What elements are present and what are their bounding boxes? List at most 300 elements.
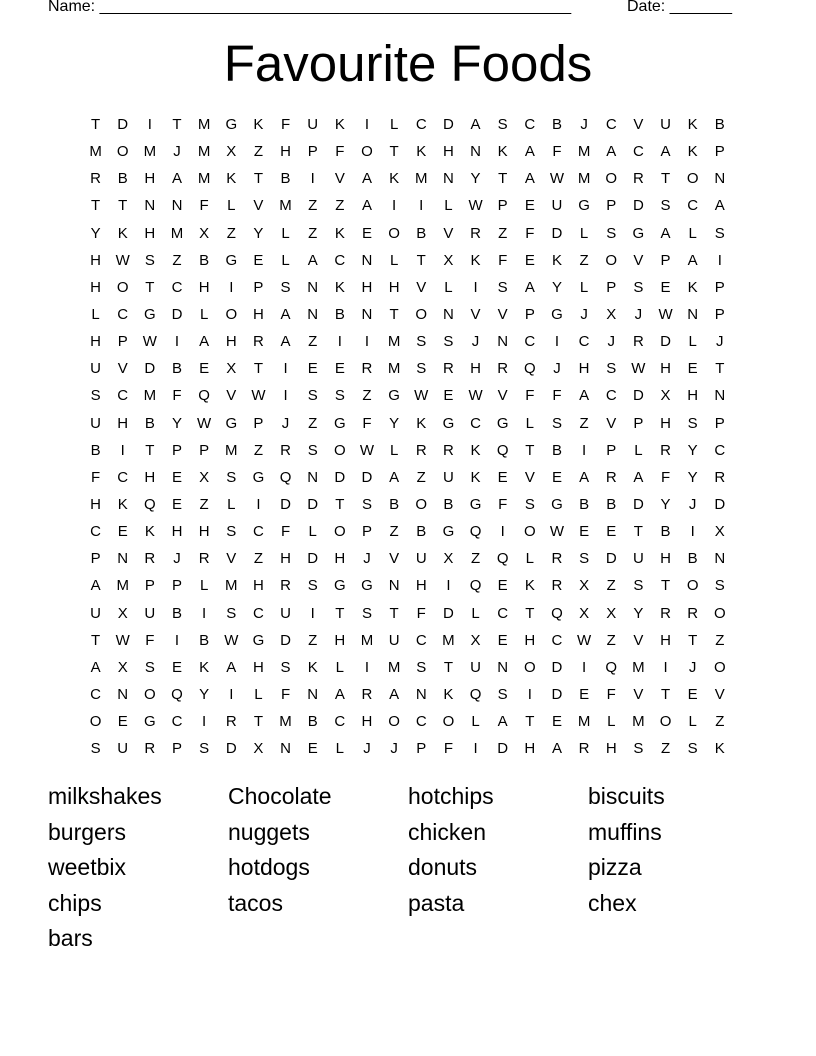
grid-letter: T: [90, 197, 101, 215]
grid-letter: S: [226, 523, 237, 541]
grid-letter: P: [606, 197, 617, 215]
grid-letter: I: [392, 197, 397, 215]
grid-letter: S: [633, 577, 644, 595]
grid-letter: H: [144, 224, 156, 242]
grid-letter: K: [416, 143, 427, 161]
grid-letter: E: [361, 224, 372, 242]
grid-letter: Z: [579, 414, 589, 432]
grid-letter: A: [361, 170, 372, 188]
grid-letter: T: [633, 523, 643, 541]
grid-letter: U: [388, 631, 400, 649]
grid-letter: H: [334, 631, 346, 649]
grid-letter: R: [280, 441, 291, 459]
grid-letter: N: [144, 197, 156, 215]
grid-letter: I: [283, 360, 288, 378]
grid-letter: L: [525, 414, 534, 432]
grid-letter: Y: [633, 604, 644, 622]
grid-row: [82, 735, 734, 762]
grid-letter: M: [279, 197, 292, 215]
grid-letter: J: [281, 414, 290, 432]
grid-letter: S: [280, 658, 291, 676]
grid-letter: M: [577, 170, 591, 188]
grid-letter: L: [525, 550, 534, 568]
grid-letter: S: [524, 495, 535, 513]
word-list-item: muffins: [588, 818, 662, 845]
grid-letter: I: [337, 333, 342, 351]
grid-letter: A: [470, 116, 481, 133]
grid-letter: T: [660, 577, 671, 595]
grid-letter: K: [199, 658, 210, 676]
grid-letter: S: [606, 224, 617, 242]
grid-letter: I: [582, 441, 587, 459]
grid-letter: O: [442, 713, 455, 731]
grid-letter: S: [497, 685, 508, 703]
grid-letter: T: [688, 631, 698, 649]
grid-letter: S: [579, 550, 590, 568]
grid-letter: G: [144, 305, 156, 323]
word-list-item: pizza: [588, 854, 642, 880]
grid-letter: V: [633, 116, 644, 133]
grid-letter: N: [497, 333, 509, 351]
grid-letter: P: [307, 143, 318, 161]
grid-letter: S: [361, 495, 372, 513]
grid-letter: Z: [226, 224, 236, 242]
grid-letter: G: [334, 577, 346, 595]
grid-letter: R: [90, 170, 101, 188]
grid-letter: D: [632, 387, 644, 405]
grid-letter: F: [172, 387, 182, 405]
grid-letter: P: [117, 333, 128, 351]
grid-letter: F: [525, 224, 535, 242]
grid-letter: I: [310, 604, 315, 622]
grid-letter: Z: [253, 143, 263, 161]
grid-letter: K: [334, 116, 345, 133]
grid-letter: I: [554, 333, 560, 351]
grid-letter: G: [551, 305, 563, 323]
grid-letter: K: [443, 685, 454, 703]
grid-letter: E: [551, 468, 562, 486]
grid-letter: C: [90, 685, 101, 703]
grid-letter: T: [335, 495, 345, 513]
grid-letter: S: [307, 577, 318, 595]
grid-letter: T: [525, 713, 535, 731]
grid-letter: H: [171, 523, 183, 541]
grid-letter: A: [714, 197, 725, 215]
grid-letter: S: [334, 387, 345, 405]
grid-letter: R: [361, 360, 373, 378]
grid-row: [82, 437, 734, 464]
grid-letter: Y: [687, 468, 698, 486]
grid-letter: T: [253, 360, 263, 378]
grid-letter: S: [416, 333, 427, 351]
grid-letter: H: [660, 631, 671, 649]
grid-letter: C: [117, 387, 129, 405]
grid-letter: P: [253, 414, 264, 432]
grid-letter: Z: [606, 631, 616, 649]
grid-letter: O: [116, 143, 129, 161]
grid-letter: J: [580, 116, 588, 133]
grid-letter: P: [171, 441, 182, 459]
word-list-item: chex: [588, 889, 637, 916]
grid-letter: L: [579, 278, 589, 296]
grid-letter: X: [714, 523, 725, 541]
grid-letter: O: [388, 713, 400, 731]
grid-letter: I: [174, 333, 180, 351]
grid-letter: R: [660, 604, 671, 622]
grid-letter: S: [687, 740, 698, 758]
grid-letter: S: [416, 360, 427, 378]
grid-letter: E: [524, 197, 535, 215]
grid-letter: X: [606, 305, 617, 323]
word-list-item: burgers: [48, 818, 126, 845]
grid-letter: H: [198, 523, 210, 541]
grid-letter: O: [388, 224, 400, 242]
grid-letter: B: [307, 713, 318, 731]
grid-letter: D: [334, 468, 346, 486]
grid-letter: Y: [470, 170, 481, 188]
grid-letter: E: [171, 495, 182, 513]
grid-letter: V: [226, 550, 237, 568]
grid-letter: A: [633, 468, 644, 486]
grid-letter: C: [551, 631, 563, 649]
grid-letter: A: [280, 333, 291, 351]
grid-letter: B: [199, 251, 210, 269]
grid-letter: C: [252, 523, 264, 541]
grid-letter: V: [334, 170, 345, 188]
grid-letter: A: [524, 278, 535, 296]
grid-letter: N: [497, 658, 509, 676]
grid-letter: H: [144, 468, 156, 486]
grid-letter: G: [334, 414, 346, 432]
grid-letter: W: [359, 441, 375, 459]
grid-letter: R: [470, 224, 481, 242]
grid-letter: K: [117, 495, 128, 513]
grid-letter: Y: [389, 414, 400, 432]
grid-letter: P: [90, 550, 101, 568]
grid-letter: A: [579, 387, 590, 405]
grid-letter: N: [307, 278, 319, 296]
grid-letter: C: [714, 441, 726, 459]
grid-letter: Y: [687, 441, 698, 459]
grid-letter: M: [577, 143, 591, 161]
grid-row: [82, 708, 734, 735]
grid-letter: I: [147, 116, 152, 133]
grid-letter: Q: [469, 523, 482, 541]
word-list-item: nuggets: [228, 818, 310, 845]
grid-letter: I: [419, 197, 424, 215]
grid-letter: L: [308, 523, 317, 541]
grid-letter: I: [500, 523, 505, 541]
grid-letter: H: [578, 360, 590, 378]
grid-letter: U: [90, 360, 101, 378]
grid-letter: X: [660, 387, 671, 405]
grid-letter: X: [199, 224, 210, 242]
grid-letter: A: [660, 143, 671, 161]
grid-letter: L: [389, 441, 399, 459]
grid-letter: C: [524, 116, 536, 133]
grid-letter: D: [497, 740, 509, 758]
grid-letter: W: [658, 305, 673, 323]
grid-letter: N: [714, 550, 726, 568]
grid-letter: D: [280, 631, 291, 649]
grid-letter: R: [660, 441, 671, 459]
grid-letter: D: [605, 550, 617, 568]
grid-letter: G: [225, 251, 238, 269]
grid-letter: S: [361, 604, 372, 622]
grid-letter: F: [199, 197, 209, 215]
grid-letter: E: [687, 360, 698, 378]
grid-letter: U: [117, 740, 129, 758]
grid-letter: H: [198, 278, 210, 296]
grid-letter: S: [633, 740, 644, 758]
grid-row: [82, 355, 734, 382]
grid-letter: A: [307, 251, 318, 269]
word-list-item: hotchips: [408, 783, 494, 809]
grid-letter: V: [606, 414, 617, 432]
grid-letter: T: [90, 116, 101, 133]
grid-row: [82, 274, 734, 301]
grid-letter: R: [605, 468, 617, 486]
grid-letter: J: [634, 305, 643, 323]
grid-letter: C: [605, 116, 617, 133]
grid-letter: T: [118, 197, 128, 215]
grid-letter: V: [253, 197, 264, 215]
grid-letter: G: [225, 116, 238, 133]
grid-letter: H: [605, 740, 617, 758]
grid-letter: M: [632, 713, 645, 731]
grid-letter: S: [144, 658, 155, 676]
grid-letter: H: [442, 143, 454, 161]
grid-letter: H: [334, 550, 346, 568]
grid-letter: F: [525, 387, 535, 405]
word-list-item: biscuits: [588, 783, 665, 809]
grid-letter: R: [225, 713, 237, 731]
grid-letter: I: [717, 251, 722, 269]
grid-letter: Z: [308, 197, 318, 215]
grid-letter: U: [90, 414, 101, 432]
grid-letter: C: [334, 251, 346, 269]
grid-letter: Q: [605, 658, 618, 676]
grid-letter: E: [334, 360, 345, 378]
grid-letter: Q: [496, 550, 509, 568]
page-title: Favourite Foods: [223, 35, 593, 92]
grid-letter: I: [256, 495, 261, 513]
grid-letter: S: [687, 414, 698, 432]
grid-letter: S: [226, 468, 237, 486]
grid-letter: W: [251, 387, 266, 405]
grid-letter: V: [633, 685, 644, 703]
grid-letter: B: [171, 360, 182, 378]
grid-letter: K: [524, 577, 535, 595]
grid-letter: R: [551, 550, 563, 568]
grid-letter: U: [144, 604, 156, 622]
grid-letter: O: [713, 604, 726, 622]
grid-letter: H: [687, 387, 699, 405]
grid-letter: T: [715, 360, 725, 378]
grid-letter: B: [606, 495, 617, 513]
grid-letter: K: [334, 224, 345, 242]
grid-letter: G: [442, 414, 455, 432]
grid-letter: C: [632, 143, 644, 161]
grid-letter: G: [496, 414, 509, 432]
grid-letter: P: [253, 278, 264, 296]
grid-letter: K: [334, 278, 345, 296]
grid-row: [82, 600, 734, 627]
grid-letter: N: [307, 468, 319, 486]
grid-letter: N: [280, 740, 291, 758]
grid-letter: A: [497, 713, 508, 731]
grid-letter: K: [226, 170, 237, 188]
grid-letter: G: [388, 387, 400, 405]
grid-letter: Y: [253, 224, 264, 242]
grid-letter: Z: [715, 713, 725, 731]
grid-letter: P: [714, 278, 725, 296]
grid-letter: K: [416, 414, 427, 432]
grid-letter: Q: [144, 495, 156, 513]
grid-letter: C: [470, 414, 481, 432]
grid-letter: T: [416, 251, 426, 269]
grid-letter: K: [714, 740, 725, 758]
grid-letter: O: [523, 658, 536, 676]
grid-letter: S: [497, 278, 508, 296]
grid-letter: O: [225, 305, 238, 323]
grid-letter: R: [578, 740, 590, 758]
grid-letter: I: [174, 631, 180, 649]
grid-letter: D: [551, 685, 563, 703]
grid-letter: N: [442, 305, 454, 323]
word-list-item: bars: [48, 925, 93, 951]
grid-letter: N: [714, 387, 726, 405]
grid-letter: G: [578, 197, 590, 215]
grid-letter: L: [389, 251, 399, 269]
grid-letter: Z: [362, 387, 372, 405]
grid-letter: K: [470, 468, 481, 486]
grid-letter: S: [144, 251, 155, 269]
grid-letter: G: [252, 468, 265, 486]
grid-letter: H: [252, 577, 264, 595]
grid-letter: W: [115, 631, 130, 649]
grid-letter: L: [227, 495, 236, 513]
grid-letter: V: [389, 550, 400, 568]
grid-letter: I: [202, 604, 207, 622]
grid-letter: L: [91, 305, 100, 323]
grid-letter: T: [525, 604, 535, 622]
grid-letter: J: [688, 495, 697, 513]
grid-letter: I: [473, 278, 478, 296]
grid-letter: S: [633, 278, 644, 296]
grid-letter: C: [117, 468, 129, 486]
grid-letter: A: [660, 224, 671, 242]
grid-letter: S: [416, 658, 427, 676]
grid-letter: F: [552, 143, 562, 161]
grid-letter: J: [363, 550, 371, 568]
grid-row: [82, 545, 734, 572]
grid-letter: W: [468, 197, 483, 215]
grid-letter: T: [145, 441, 155, 459]
grid-letter: P: [199, 441, 210, 459]
grid-row: [82, 654, 734, 681]
grid-letter: M: [387, 333, 401, 351]
grid-letter: Z: [308, 414, 318, 432]
grid-letter: D: [442, 116, 454, 133]
grid-letter: H: [415, 577, 427, 595]
grid-letter: O: [415, 305, 428, 323]
grid-letter: U: [632, 550, 644, 568]
grid-letter: T: [253, 713, 263, 731]
grid-letter: D: [144, 360, 156, 378]
grid-letter: R: [144, 740, 156, 758]
grid-row: [82, 464, 734, 491]
grid-letter: I: [202, 713, 207, 731]
grid-letter: O: [334, 523, 346, 541]
grid-letter: T: [145, 278, 155, 296]
grid-letter: I: [364, 333, 370, 351]
grid-letter: I: [229, 278, 234, 296]
grid-letter: M: [89, 143, 102, 161]
grid-letter: W: [142, 333, 157, 351]
grid-letter: L: [281, 224, 290, 242]
grid-letter: E: [443, 387, 454, 405]
grid-letter: H: [361, 278, 373, 296]
grid-letter: W: [197, 414, 212, 432]
grid-letter: L: [688, 333, 697, 351]
grid-row: [82, 491, 734, 518]
grid-letter: Y: [660, 495, 671, 513]
grid-letter: N: [117, 550, 129, 568]
grid-letter: L: [444, 278, 453, 296]
grid-letter: M: [577, 713, 591, 731]
grid-letter: X: [226, 143, 237, 161]
grid-letter: P: [144, 577, 155, 595]
grid-letter: D: [117, 116, 129, 133]
grid-letter: L: [444, 197, 453, 215]
grid-letter: R: [442, 360, 454, 378]
grid-letter: K: [389, 170, 400, 188]
grid-letter: K: [253, 116, 264, 133]
grid-letter: C: [687, 197, 699, 215]
grid-letter: F: [90, 468, 101, 486]
grid-letter: G: [252, 631, 265, 649]
date-field-line: Date: _______: [627, 0, 732, 15]
grid-letter: A: [524, 143, 535, 161]
grid-letter: E: [497, 468, 508, 486]
grid-letter: G: [469, 495, 482, 513]
grid-letter: M: [415, 170, 428, 188]
grid-letter: S: [443, 333, 454, 351]
grid-letter: R: [632, 170, 644, 188]
grid-letter: I: [582, 658, 587, 676]
name-field-line: Name: _____________________________________________________: [48, 0, 572, 15]
grid-letter: S: [606, 360, 617, 378]
grid-letter: Q: [469, 685, 482, 703]
grid-letter: U: [442, 468, 454, 486]
grid-letter: J: [688, 658, 697, 676]
grid-letter: X: [606, 604, 617, 622]
grid-letter: W: [468, 387, 483, 405]
grid-letter: V: [633, 631, 644, 649]
grid-letter: F: [443, 740, 453, 758]
word-list-item: tacos: [228, 889, 283, 916]
grid-letter: I: [527, 685, 532, 703]
grid-letter: V: [117, 360, 128, 378]
grid-letter: L: [335, 658, 344, 676]
grid-letter: L: [471, 604, 480, 622]
grid-letter: X: [226, 360, 237, 378]
grid-letter: S: [497, 116, 508, 133]
grid-letter: Z: [308, 224, 318, 242]
grid-letter: E: [551, 713, 562, 731]
grid-letter: T: [389, 305, 399, 323]
